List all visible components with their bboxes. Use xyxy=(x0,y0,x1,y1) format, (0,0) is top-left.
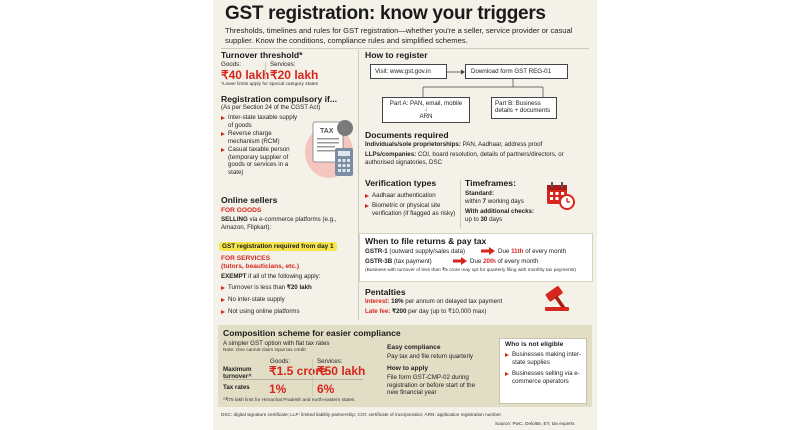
goods-max-turnover: ₹1.5 crore xyxy=(269,364,327,378)
additional-value: up to 30 days xyxy=(465,216,503,223)
gstr3b-text: GSTR-3B (tax payment) xyxy=(365,258,432,265)
goods-threshold: ₹40 lakh xyxy=(221,68,270,82)
returns-note: (Business with turnover of less than ₹5 crore may opt for quarterly filing with monthly tax payments) xyxy=(365,268,577,273)
services-subheading-2: (tutors, beauticians, etc.) xyxy=(221,263,300,270)
down-arrow-icon: ↓ xyxy=(424,107,428,114)
caret-note: ^₹75 lakh limit for Himachal Pradesh and north-eastern states xyxy=(223,398,355,403)
divider xyxy=(312,359,313,396)
additional-label: With additional checks: xyxy=(465,208,535,215)
goods-subheading: FOR GOODS xyxy=(221,207,262,214)
infographic-sheet xyxy=(213,0,597,430)
docs-heading: Documents required xyxy=(365,130,449,140)
visit-box: Visit: www.gst.gov.in xyxy=(370,64,447,79)
max-turnover-label: Maximum turnover^ xyxy=(223,366,252,380)
not-eligible-item: Businesses selling via e-commerce operators xyxy=(512,370,580,385)
compulsory-heading: Registration compulsory if... xyxy=(221,94,338,104)
interest-text: Interest: 18% per annum on delayed tax payment xyxy=(365,298,503,305)
bullet-icon xyxy=(505,372,509,376)
exempt-item: Not using online platforms xyxy=(228,308,300,315)
composition-note: Note: One cannot claim input tax credit xyxy=(223,348,306,353)
compulsory-item: Reverse charge mechanism (RCM) xyxy=(228,130,280,145)
bullet-icon xyxy=(505,353,509,357)
services-threshold: ₹20 lakh xyxy=(270,68,319,82)
exempt-text: EXEMPT if all of the following apply: xyxy=(221,273,321,280)
easy-compliance-heading: Easy compliance xyxy=(387,344,441,351)
divider xyxy=(460,180,461,228)
arn-text: ARN xyxy=(419,113,433,121)
goods-label: Goods: xyxy=(221,61,241,68)
penalties-heading: Pentalties xyxy=(365,287,406,297)
compulsory-sub: (As per Section 24 of the CGST Act) xyxy=(221,104,321,111)
compulsory-item: Inter-state taxable supply of goods xyxy=(228,114,298,129)
composition-heading: Composition scheme for easier compliance xyxy=(223,328,401,338)
gstr3b-due: Due 20th of every month xyxy=(470,258,539,265)
part-a-text: Part A: PAN, email, mobile xyxy=(389,100,463,107)
late-fee-text: Late fee: ₹200 per day (up to ₹10,000 max) xyxy=(365,308,487,315)
how-to-apply-text: File form GST-CMP-02 during registration or before start of the new financial year xyxy=(387,374,476,397)
page-subtitle: Thresholds, timelines and rules for GST registration—whether you're a seller, service provider or casual supplier. Know the conditions, compliance rules and simplified schemes. xyxy=(225,26,573,45)
bullet-icon xyxy=(365,204,369,208)
tax-document-illustration xyxy=(305,112,361,188)
docs-llps: LLPs/companies: COI, board resolution, details of partners/directors, or authorised signatories, DSC xyxy=(365,151,564,166)
turnover-note: *Lower limits apply for special category states xyxy=(221,82,319,87)
arrow-icon xyxy=(481,247,495,255)
gavel-icon xyxy=(541,285,575,313)
exempt-item: Turnover is less than ₹20 lakh xyxy=(228,284,312,291)
bullet-icon xyxy=(221,298,225,302)
tax-rates-label: Tax rates xyxy=(223,384,250,391)
services-subheading: FOR SERVICES xyxy=(221,255,270,262)
part-b-box: Part B: Business details + documents xyxy=(491,97,557,119)
bullet-icon xyxy=(221,310,225,314)
comp-services-label: Services: xyxy=(317,358,343,365)
download-box: Download form GST REG-01 xyxy=(465,64,568,79)
gstr1-text: GSTR-1 (outward supply/sales data) xyxy=(365,248,466,255)
source-footnote: Source: PwC, Deloitte, EY, tax experts xyxy=(495,421,575,426)
how-heading: How to register xyxy=(365,50,428,60)
bullet-icon xyxy=(221,116,225,120)
verification-item: Biometric or physical site verification (if flagged as risky) xyxy=(372,202,456,217)
day-one-highlight: GST registration required from day 1 xyxy=(219,235,337,253)
returns-heading: When to file returns & pay tax xyxy=(365,236,487,246)
verification-heading: Verification types xyxy=(365,178,437,188)
divider xyxy=(223,379,363,380)
not-eligible-heading: Who is not eligible xyxy=(505,341,564,348)
goods-tax-rate: 1% xyxy=(269,382,287,396)
services-max-turnover: ₹50 lakh xyxy=(317,364,366,378)
bullet-icon xyxy=(221,286,225,290)
arrow-icon xyxy=(453,257,467,265)
online-heading: Online sellers xyxy=(221,195,278,205)
standard-label: Standard: xyxy=(465,190,494,197)
page-title: GST registration: know your triggers xyxy=(225,3,546,24)
docs-individuals: Individuals/sole proprietorships: PAN, Aadhaar, address proof xyxy=(365,141,543,148)
compulsory-item: Casual taxable person (temporary supplier of goods or services in a state) xyxy=(228,146,290,176)
exempt-item: No inter-state supply xyxy=(228,296,285,303)
calendar-clock-icon xyxy=(545,180,575,210)
timeframes-heading: Timeframes: xyxy=(465,178,516,188)
easy-compliance-text: Pay tax and file return quarterly xyxy=(387,353,473,360)
tax-doc-label: TAX xyxy=(320,128,334,135)
comp-goods-label: Goods: xyxy=(270,358,290,365)
bullet-icon xyxy=(365,194,369,198)
part-a-box xyxy=(382,97,470,123)
divider xyxy=(221,48,589,49)
standard-value: within 7 working days xyxy=(465,198,524,205)
verification-item: Aadhaar authentication xyxy=(372,192,436,199)
abbreviations-footnote: DSC: digital signature certificate; LLP: limited liability partnership; COI: certificate of incorporation; ARN: application registration number xyxy=(221,412,502,417)
arrow-icon xyxy=(447,68,465,76)
how-to-apply-heading: How to apply xyxy=(387,365,429,372)
gstr1-due: Due 11th of every month xyxy=(498,248,567,255)
services-label: Services: xyxy=(270,61,296,68)
bullet-icon xyxy=(221,148,225,152)
composition-intro: A simpler GST option with flat tax rates xyxy=(223,340,330,347)
turnover-heading: Turnover threshold* xyxy=(221,50,303,60)
divider xyxy=(265,62,266,80)
services-tax-rate: 6% xyxy=(317,382,335,396)
bullet-icon xyxy=(221,132,225,136)
selling-text: SELLING via e-commerce platforms (e.g., Amazon, Flipkart): xyxy=(221,216,337,231)
branch-connector xyxy=(363,79,593,99)
not-eligible-item: Businesses making inter-state supplies xyxy=(512,351,582,366)
